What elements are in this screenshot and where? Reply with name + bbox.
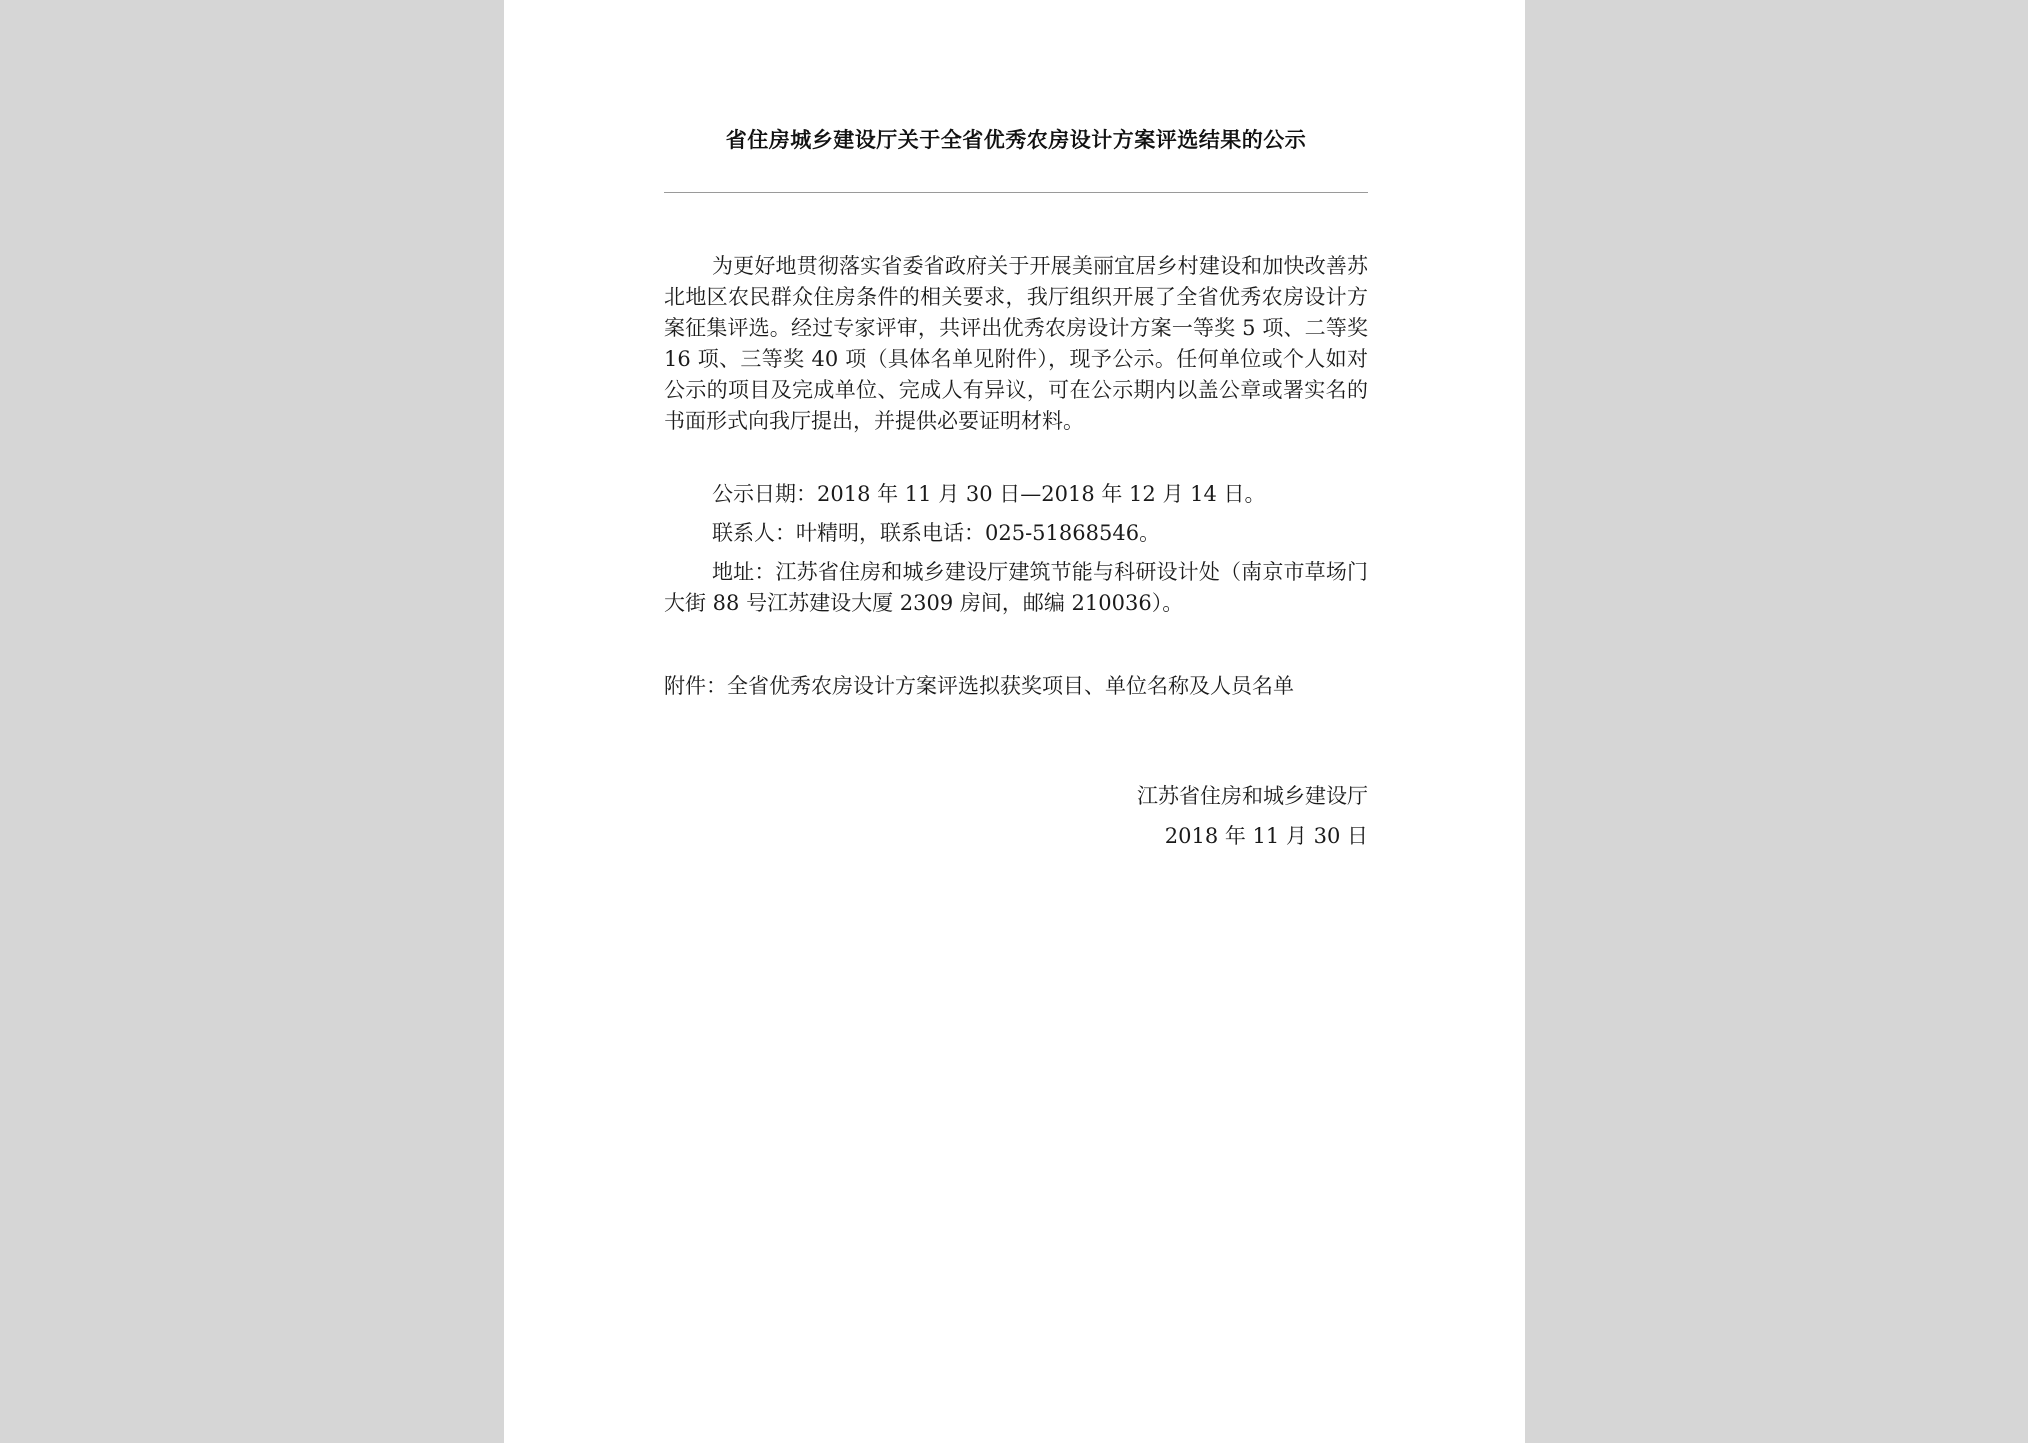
publicity-date-paragraph: 公示日期：2018 年 11 月 30 日—2018 年 12 月 14 日。 bbox=[712, 482, 1266, 506]
address-paragraph: 地址：江苏省住房和城乡建设厅建筑节能与科研设计处（南京市草场门大街 88 号江苏建设大厦 2309 房间，邮编 210036）。 bbox=[664, 560, 1368, 615]
contact-paragraph: 联系人：叶精明，联系电话：025-51868546。 bbox=[712, 521, 1161, 545]
signature-organization: 江苏省住房和城乡建设厅 bbox=[1137, 784, 1368, 808]
signature-date: 2018 年 11 月 30 日 bbox=[1164, 824, 1368, 848]
title-divider bbox=[664, 192, 1368, 193]
attachment-note: 附件：全省优秀农房设计方案评选拟获奖项目、单位名称及人员名单 bbox=[664, 674, 1294, 698]
document-title: 省住房城乡建设厅关于全省优秀农房设计方案评选结果的公示 bbox=[725, 128, 1307, 152]
main-paragraph: 为更好地贯彻落实省委省政府关于开展美丽宜居乡村建设和加快改善苏北地区农民群众住房条件的相关要求，我厅组织开展了全省优秀农房设计方案征集评选。经过专家评审，共评出优秀农房设计方案一等奖 5 项、二等奖 16 项、三等奖 40 项（具体名单见附件），现予公示。任何单位或个人如对公示的项目及完成单位、完成人有异议，可在公示期内以盖公章或署实名的书面形式向我厅提出，并提供必要证明材料。 bbox=[664, 254, 1368, 433]
document-page bbox=[504, 0, 1525, 1443]
